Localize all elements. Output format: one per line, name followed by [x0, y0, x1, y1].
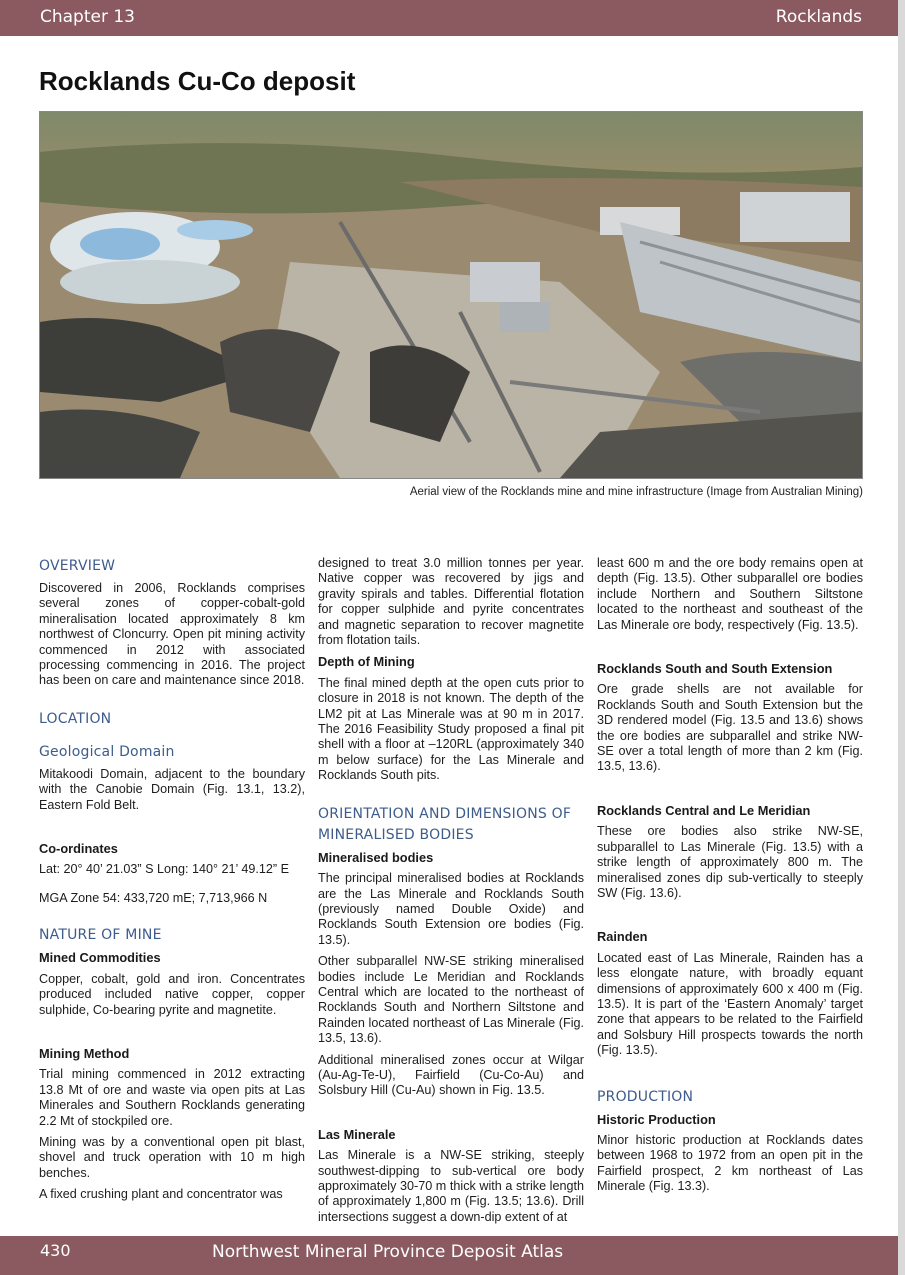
rainden-text: Located east of Las Minerale, Rainden has a less elongate nature, with broadly equant dimensions of approximately 600 x 400 m (Fig. 13.5). It is part of the ‘Eastern Anomaly’ target zone that appears to be related to the Fairfield and Solsbury Hill prospects towards the north (Fig. 13.5).	[597, 950, 863, 1058]
mined-commodities-heading: Mined Commodities	[39, 950, 161, 966]
historic-production-text: Minor historic production at Rocklands dates between 1968 to 1972 from an open pit in the Fairfield prospect, 2 km northeast of Las Minerale (Fig. 13.3).	[597, 1132, 863, 1194]
header-bar	[0, 0, 898, 36]
location-heading: LOCATION	[39, 710, 112, 727]
rocklands-central-text: These ore bodies also strike NW-SE, subparallel to Las Minerale (Fig. 13.5) with a strike length of approximately 800 m. The mineralised zones dip sub-vertically to steeply SW (Fig. 13.6).	[597, 824, 863, 900]
column-1	[39, 556, 305, 1209]
aerial-mine-photo	[39, 111, 863, 479]
rainden-heading: Rainden	[597, 929, 648, 945]
mineralised-bodies-text-1: The principal mineralised bodies at Rocklands are the Las Minerale and Rocklands South (previously named Double Oxide) and Rocklands South Extension ore bodies (Fig. 13.5).	[318, 871, 584, 947]
mineralised-bodies-text-3: Additional mineralised zones occur at Wilgar (Au-Ag-Te-U), Fairfield (Cu-Co-Au) and Solsbury Hill (Cu-Au) shown in Fig. 13.5.	[318, 1052, 584, 1098]
las-minerale-continued-text: least 600 m and the ore body remains open at depth (Fig. 13.5). Other subparallel ore bodies include Northern and Southern Siltstone located to the northeast and southeast of the Las Minerale ore body, respectively (Fig. 13.5).	[597, 556, 863, 632]
mineralised-bodies-text-2: Other subparallel NW-SE striking mineralised bodies include Le Meridian and Rocklands Central which are located to the northeast of Rocklands South and Northern Siltstone and Rainden located northeast of Las Minerale (Fig. 13.5, 13.6).	[318, 954, 584, 1046]
rocklands-south-text: Ore grade shells are not available for Rocklands South and South Extension but the 3D rendered model (Fig. 13.5 and 13.6) shows the ore bodies are subparallel and strike NW-SE over a total length of more than 2 km (Fig. 13.5, 13.6).	[597, 682, 863, 774]
page-edge	[898, 0, 905, 1275]
rocklands-central-heading: Rocklands Central and Le Meridian	[597, 802, 811, 818]
mining-method-text-3: A fixed crushing plant and concentrator was	[39, 1187, 283, 1202]
coordinates-latlong: Lat: 20° 40’ 21.03” S Long: 140° 21’ 49.12” E	[39, 862, 289, 877]
orientation-heading: ORIENTATION AND DIMENSIONS OF MINERALISED BODIES	[318, 805, 572, 843]
coordinates-heading: Co-ordinates	[39, 841, 118, 857]
chapter-label: Chapter 13	[40, 7, 136, 27]
geological-domain-heading: Geological Domain	[39, 743, 175, 760]
mining-method-heading: Mining Method	[39, 1045, 130, 1061]
atlas-title: Northwest Mineral Province Deposit Atlas	[212, 1242, 564, 1262]
depth-of-mining-heading: Depth of Mining	[318, 654, 415, 670]
mineralised-bodies-heading: Mineralised bodies	[318, 849, 434, 865]
mined-commodities-text: Copper, cobalt, gold and iron. Concentrates produced included native copper, copper sulphide, Co-bearing pyrite and magnetite.	[39, 971, 305, 1017]
photo-caption: Aerial view of the Rocklands mine and mine infrastructure (Image from Australian Mining)	[409, 486, 863, 498]
mining-method-text-1: Trial mining commenced in 2012 extracting 13.8 Mt of ore and waste via open pits at Las Minerales and Southern Rocklands generating 2.2 Mt of stockpiled ore.	[39, 1067, 305, 1128]
overview-heading: OVERVIEW	[39, 558, 116, 574]
processing-text: designed to treat 3.0 million tonnes per year. Native copper was recovered by jigs and gravity spirals and tables. Differential flotation for copper sulphide and pyrite concentrates and magnetic separation to recover magnetite from flotation tails.	[318, 556, 584, 648]
section-label: Rocklands	[775, 7, 862, 27]
historic-production-heading: Historic Production	[597, 1111, 716, 1127]
geological-domain-text: Mitakoodi Domain, adjacent to the boundary with the Canobie Domain (Fig. 13.1, 13.2), Eastern Fold Belt.	[39, 766, 305, 812]
depth-of-mining-text: The final mined depth at the open cuts prior to closure in 2018 is not known. The depth of the LM2 pit at Las Minerale was at 90 m in 2017. The 2016 Feasibility Study proposed a final pit shell with a floor at –120RL (approximately 340 m below surface) for the Las Minerale and Rocklands South pits.	[318, 675, 584, 783]
page-title: Rocklands Cu-Co deposit	[39, 66, 356, 96]
mining-method-text-2: Mining was by a conventional open pit blast, shovel and truck operation with 10 m high benches.	[39, 1134, 305, 1180]
coordinates-mga: MGA Zone 54: 433,720 mE; 7,713,966 N	[39, 890, 268, 905]
page-number: 430	[40, 1241, 71, 1260]
production-heading: PRODUCTION	[597, 1088, 694, 1105]
overview-text: Discovered in 2006, Rocklands comprises several zones of copper-cobalt-gold mineralisation located approximately 8 km northwest of Cloncurry. Open pit mining activity commenced in 2012 with associated processing commencing in 2016. The project has been on care and maintenance since 2018.	[39, 581, 305, 688]
column-3	[597, 556, 863, 1201]
footer-bar	[0, 1236, 898, 1275]
las-minerale-text: Las Minerale is a NW-SE striking, steeply southwest-dipping to sub-vertical ore body approximately 30-70 m thick with a strike length of approximately 1,800 m (Fig. 13.5; 13.6). Drill intersections suggest a down-dip extent of at	[318, 1148, 584, 1224]
las-minerale-heading: Las Minerale	[318, 1126, 396, 1142]
nature-of-mine-heading: NATURE OF MINE	[39, 927, 162, 944]
column-2	[318, 556, 584, 1231]
rocklands-south-heading: Rocklands South and South Extension	[597, 661, 833, 677]
